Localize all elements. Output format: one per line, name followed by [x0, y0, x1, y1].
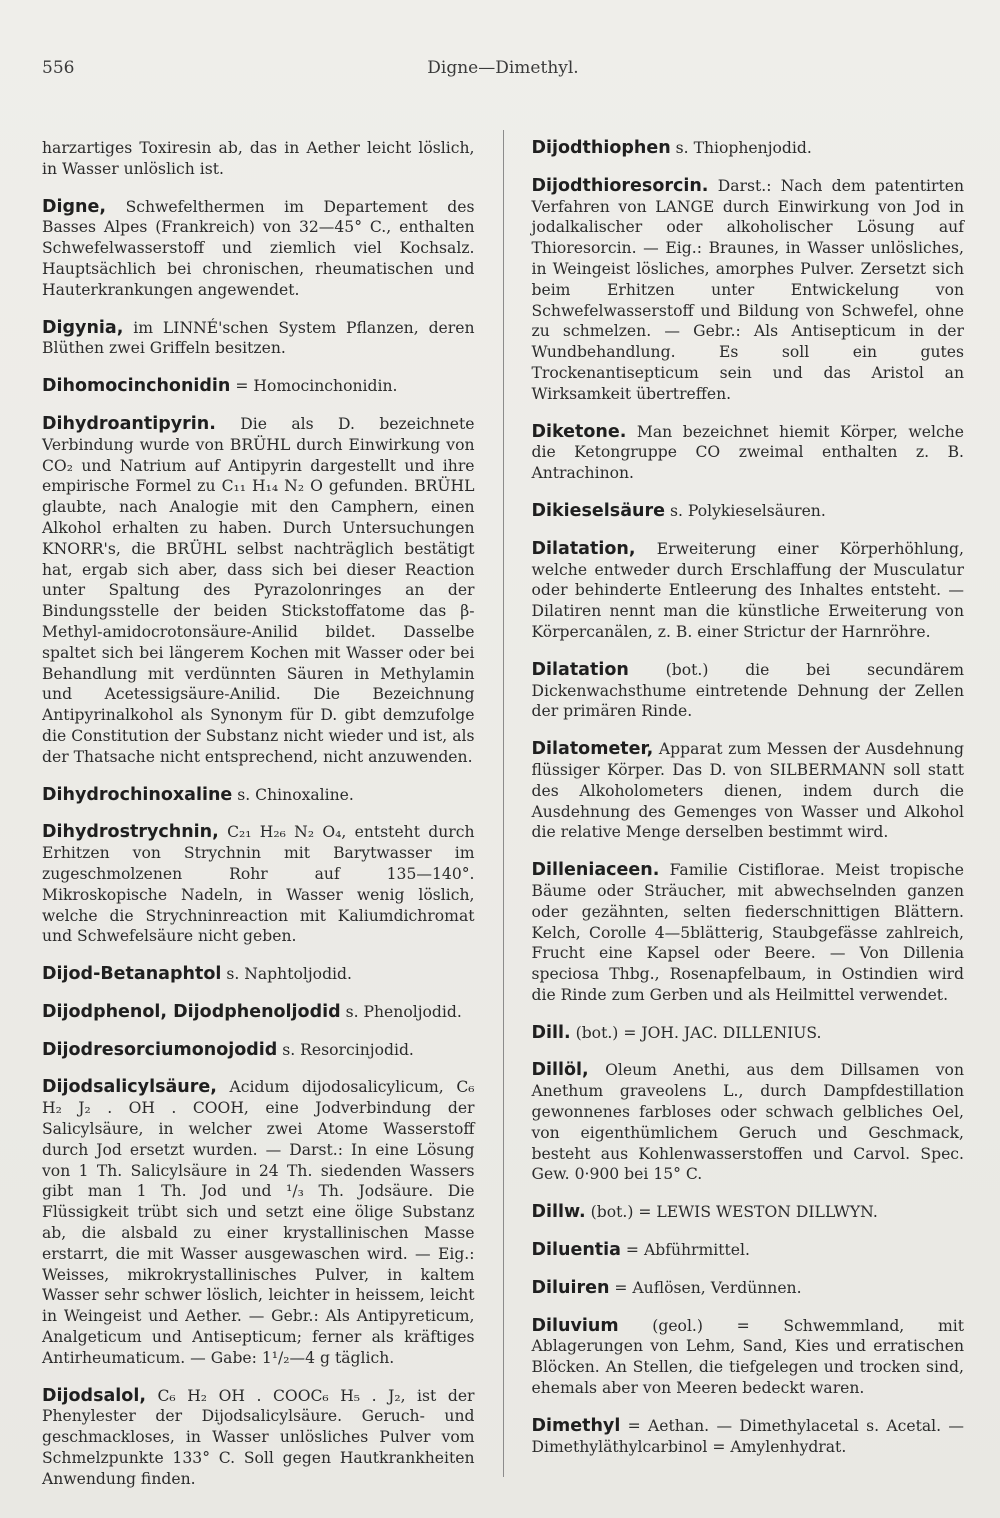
entry-headword: Dijodresorciumonojodid: [42, 1039, 278, 1060]
entry-headword: Dijodsalicylsäure,: [42, 1077, 217, 1098]
dictionary-entry: [531, 501, 964, 522]
entry-text: Apparat zum Messen der Ausdehnung flüssiger Körper. Das D. von SILBERMANN soll statt des Alkoholometers dienen, indem durch die Ausdehnung des Gemenges von Wasser und Alkohol die relative Menge derselben bestimmt wird.: [531, 740, 964, 842]
dictionary-entry: [42, 197, 475, 301]
entry-headword: Dijodsalol,: [42, 1385, 146, 1406]
entry-headword: Dilatation,: [531, 538, 636, 559]
entry-text: Erweiterung einer Körperhöhlung, welche entweder durch Erschlaffung der Musculatur oder behinderte Entleerung des Inhaltes entsteht. — Dilatiren nennt man die künstliche Erweiterung von Körpercanälen, z. B. einer Strictur der Harnröhre.: [531, 539, 964, 641]
entry-headword: Dilleniaceen.: [531, 860, 660, 881]
entry-headword: Dihydroantipyrin.: [42, 413, 216, 434]
dictionary-entry: [42, 138, 475, 180]
entry-text: Oleum Anethi, aus dem Dillsamen von Anethum graveolens L., durch Dampfdestillation gewonnenes farbloses oder schwach gelbliches Oel, von eigenthümlichem Geruch und Geschmack, besteht aus Kohlenwasserstoffen und Carvol. Spec. Gew. 0·900 bei 15° C.: [531, 1061, 964, 1184]
entry-text: (geol.) = Schwemmland, mit Ablagerungen von Lehm, Sand, Kies und erratischen Blöcken. An Stellen, die tiefgelegen und trocken sind, ehemals aber von Meeren bedeckt waren.: [531, 1316, 964, 1398]
entry-headword: Dijodthiophen: [531, 138, 671, 158]
dictionary-entry: [531, 1060, 964, 1185]
dictionary-entry: [531, 1416, 964, 1458]
entry-headword: Dillöl,: [531, 1060, 589, 1081]
right-column: [531, 138, 964, 1507]
entry-headword: Dijodthioresorcin.: [531, 175, 709, 196]
entry-headword: Digynia,: [42, 317, 124, 338]
dictionary-entry: [42, 1040, 475, 1061]
dictionary-entry: [531, 138, 964, 159]
dictionary-entry: [531, 422, 964, 484]
entry-headword: Dihydrochinoxaline: [42, 784, 233, 805]
entry-headword: Dilatation: [531, 659, 629, 680]
two-column-body: [42, 138, 964, 1507]
entry-headword: Dijod-Betanaphtol: [42, 964, 222, 985]
left-column: [42, 138, 475, 1507]
entry-text: s. Thiophenjodid.: [670, 139, 812, 157]
entry-text: s. Chinoxaline.: [232, 785, 354, 804]
entry-text: = Abführmittel.: [620, 1241, 750, 1260]
entry-text: Man bezeichnet hiemit Körper, welche die Ketongruppe CO zweimal enthalten z. B. Antrachinon.: [531, 422, 964, 483]
entry-text: Acidum dijodosalicylicum, C₆ H₂ J₂ . OH . COOH, eine Jodverbindung der Salicylsäure, in welcher zwei Atome Wasserstoff durch Jod ersetzt wurden. — Darst.: In eine Lösung von 1 Th. Salicylsäure in 24 Th. siedenden Wassers gibt man 1 Th. Jod und ¹/₃ Th. Jodsäure. Die Flüssigkeit trübt sich und setzt eine ölige Substanz ab, die alsbald zu einer krystallinischen Masse erstarrt, die mit Wasser ausgewaschen wird. — Eig.: Weisses, mikrokrystallinisches Pulver, in kaltem Wasser sehr schwer löslich, leichter in heissem, leicht in Weingeist und Aether. — Gebr.: Als Antipyreticum, Analgeticum und Antisepticum; ferner als kräftiges Antirheumaticum. — Gabe: 1¹/₂—4 g täglich.: [42, 1078, 475, 1367]
entry-text: Darst.: Nach dem patentirten Verfahren von LANGE durch Einwirkung von Jod in jodalkalischer oder alkoholischer Lösung auf Thioresorcin. — Eig.: Braunes, in Wasser unlösliches, in Weingeist lösliches, amorphes Pulver. Zersetzt sich beim Erhitzen unter Entwickelung von Schwefelwasserstoff und Bildung von Schwefel, ohne zu schmelzen. — Gebr.: Als Antisepticum in der Wundbehandlung. Es soll ein gutes Trockenantisepticum sein und das Aristol an Wirksamkeit übertreffen.: [531, 176, 964, 403]
dictionary-entry: [42, 1077, 475, 1368]
dictionary-entry: [42, 1002, 475, 1023]
dictionary-entry: [531, 1240, 964, 1261]
entry-text: harzartiges Toxiresin ab, das in Aether leicht löslich, in Wasser unlöslich ist.: [42, 139, 475, 178]
entry-text: Familie Cistiflorae. Meist tropische Bäume oder Sträucher, mit abwechselnden ganzen oder gezähnten, selten fiederschnittigen Blättern. Kelch, Corolle 4—5blätterig, Staubgefässe zahlreich, Frucht eine Kapsel oder Beere. — Von Dillenia speciosa Thbg., Rosenapfelbaum, in Ostindien wird die Rinde zum Gerben und als Heilmittel verwendet.: [531, 861, 964, 1004]
dictionary-entry: [42, 414, 475, 768]
entry-text: Die als D. bezeichnete Verbindung wurde von BRÜHL durch Einwirkung von CO₂ und Natrium auf Antipyrin dargestellt und ihre empirische Formel zu C₁₁ H₁₄ N₂ O gefunden. BRÜHL glaubte, nach Analogie mit den Camphern, einen Alkohol erhalten zu haben. Durch Untersuchungen KNORR's, die BRÜHL selbst nachträglich bestätigt hat, ergab sich aber, dass sich bei dieser Reaction unter Spaltung des Pyrazolonringes an der Bindungsstelle der beiden Stickstoffatome das β-Methyl-amidocrotonsäure-Anilid bildet. Dasselbe spaltet sich bei längerem Kochen mit Wasser oder bei Behandlung mit verdünnten Säuren in Methylamin und Acetessigsäure-Anilid. Die Bezeichnung Antipyrinalkohol als Synonym für D. gibt demzufolge die Constitution der Substanz nicht wieder und ist, als der Thatsache nicht entsprechend, nicht anzuwenden.: [42, 414, 475, 766]
entry-headword: Dillw.: [531, 1202, 586, 1223]
entry-text: im LINNÉ'schen System Pflanzen, deren Blüthen zwei Griffeln besitzen.: [42, 318, 475, 358]
column-divider: [503, 130, 504, 1477]
entry-headword: Dijodphenol, Dijodphenoljodid: [42, 1001, 341, 1022]
dictionary-entry: [42, 964, 475, 985]
dictionary-entry: [531, 739, 964, 843]
entry-headword: Diluentia: [531, 1240, 621, 1261]
entry-text: (bot.) die bei secundärem Dickenwachsthume eintretende Dehnung der Zellen der primären Rinde.: [531, 660, 964, 721]
entry-text: Schwefelthermen im Departement des Basses Alpes (Frankreich) von 32—45° C., enthalten Schwefelwasserstoff und ziemlich viel Kochsalz. Hauptsächlich bei chronischen, rheumatischen und Hauterkrankungen angewendet.: [42, 197, 475, 299]
entry-headword: Diketone.: [531, 421, 627, 442]
entry-text: s. Polykieselsäuren.: [664, 501, 826, 520]
dictionary-entry: [531, 1202, 964, 1223]
dictionary-entry: [42, 376, 475, 397]
entry-text: (bot.) = JOH. JAC. DILLENIUS.: [570, 1023, 822, 1042]
entry-text: = Homocinchonidin.: [230, 377, 398, 396]
entry-text: s. Resorcinjodid.: [277, 1040, 414, 1059]
entry-text: C₂₁ H₂₆ N₂ O₄, entsteht durch Erhitzen von Strychnin mit Barytwasser im zugeschmolzenen Rohr auf 135—140°. Mikroskopische Nadeln, in Wasser wenig löslich, welche die Strychninreaction mit Kaliumdichromat und Schwefelsäure nicht geben.: [42, 823, 475, 946]
entry-headword: Dihydrostrychnin,: [42, 822, 219, 843]
entry-text: s. Naphtoljodid.: [221, 965, 352, 984]
entry-text: (bot.) = LEWIS WESTON DILLWYN.: [585, 1203, 878, 1222]
entry-headword: Diluiren: [531, 1277, 610, 1298]
entry-headword: Dihomocinchonidin: [42, 376, 231, 397]
entry-headword: Dikieselsäure: [531, 500, 665, 521]
entry-headword: Dill.: [531, 1022, 571, 1043]
running-title: Digne—Dimethyl.: [427, 58, 579, 78]
dictionary-entry: [531, 1316, 964, 1399]
entry-text: C₆ H₂ OH . COOC₆ H₅ . J₂, ist der Phenylester der Dijodsalicylsäure. Geruch- und geschmackloses, in Wasser unlösliches Pulver vom Schmelzpunkte 133° C. Soll gegen Hautkrankheiten Anwendung finden.: [42, 1386, 475, 1488]
entry-headword: Diluvium: [531, 1315, 619, 1336]
dictionary-entry: [42, 318, 475, 360]
entry-headword: Dilatometer,: [531, 739, 654, 760]
entry-headword: Digne,: [42, 196, 107, 217]
dictionary-entry: [531, 860, 964, 1006]
entry-headword: Dimethyl: [531, 1415, 621, 1436]
dictionary-entry: [531, 660, 964, 722]
entry-text: = Auflösen, Verdünnen.: [609, 1278, 802, 1297]
running-head: [42, 58, 964, 92]
entry-text: s. Phenoljodid.: [340, 1002, 462, 1021]
dictionary-entry: [42, 785, 475, 806]
dictionary-entry: [531, 176, 964, 405]
dictionary-entry: [531, 1278, 964, 1299]
page-number: 556: [42, 58, 75, 78]
dictionary-entry: [42, 1386, 475, 1490]
entry-text: = Aethan. — Dimethylacetal s. Acetal. — Dimethyläthylcarbinol = Amylenhydrat.: [531, 1416, 964, 1456]
dictionary-entry: [531, 1023, 964, 1044]
dictionary-entry: [42, 822, 475, 947]
dictionary-entry: [531, 539, 964, 643]
